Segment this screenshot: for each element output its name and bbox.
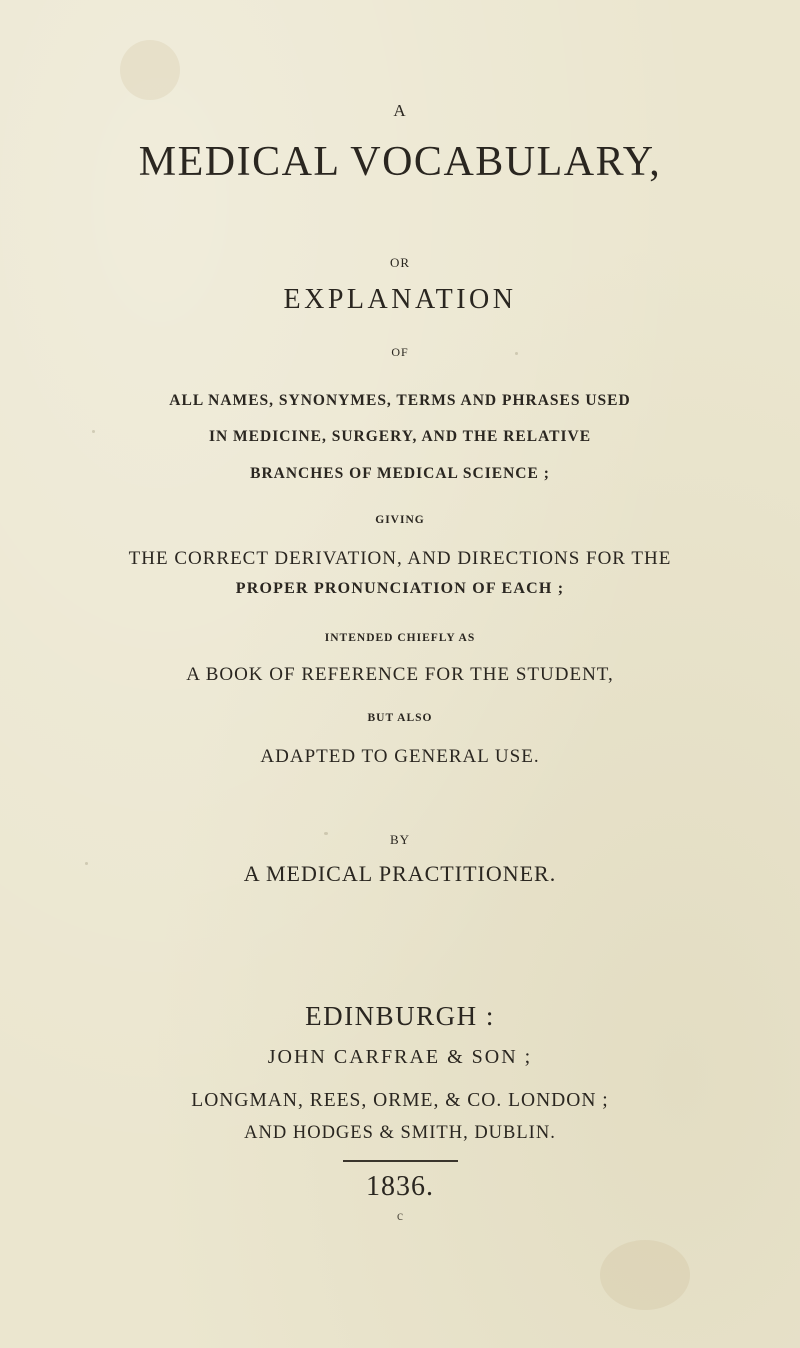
derivation-line: THE CORRECT DERIVATION, AND DIRECTIONS FOR THE xyxy=(128,548,672,569)
description-line: ALL NAMES, SYNONYMES, TERMS AND PHRASES USED xyxy=(169,392,631,409)
by-connector: BY xyxy=(389,832,411,847)
book-subtitle: EXPLANATION xyxy=(283,284,517,315)
but-also-connector: BUT ALSO xyxy=(367,712,433,724)
title-article: A xyxy=(393,101,407,120)
book-title: MEDICAL VOCABULARY, xyxy=(138,139,662,185)
author-line: A MEDICAL PRACTITIONER. xyxy=(243,861,557,886)
book-reference-line: A BOOK OF REFERENCE FOR THE STUDENT, xyxy=(186,664,614,685)
or-connector: OR xyxy=(389,255,411,270)
giving-connector: GIVING xyxy=(375,514,425,526)
intended-connector: INTENDED CHIEFLY AS xyxy=(324,632,476,644)
description-line: IN MEDICINE, SURGERY, AND THE RELATIVE xyxy=(208,428,592,445)
of-connector: OF xyxy=(391,345,409,359)
publisher-line: JOHN CARFRAE & SON ; xyxy=(267,1046,533,1068)
description-line: BRANCHES OF MEDICAL SCIENCE ; xyxy=(250,465,550,482)
publisher-line: LONGMAN, REES, ORME, & CO. LONDON ; xyxy=(191,1090,609,1111)
publication-place: EDINBURGH : xyxy=(305,1001,495,1031)
publisher-line: AND HODGES & SMITH, DUBLIN. xyxy=(244,1123,556,1143)
publication-year: 1836. xyxy=(366,1171,434,1202)
derivation-line: PROPER PRONUNCIATION OF EACH ; xyxy=(235,580,565,597)
imprint-rule xyxy=(343,1160,458,1162)
adapted-line: ADAPTED TO GENERAL USE. xyxy=(260,746,540,767)
handwritten-mark: c xyxy=(396,1209,404,1224)
paper-stain xyxy=(600,1240,690,1310)
paper-stain xyxy=(120,40,180,100)
